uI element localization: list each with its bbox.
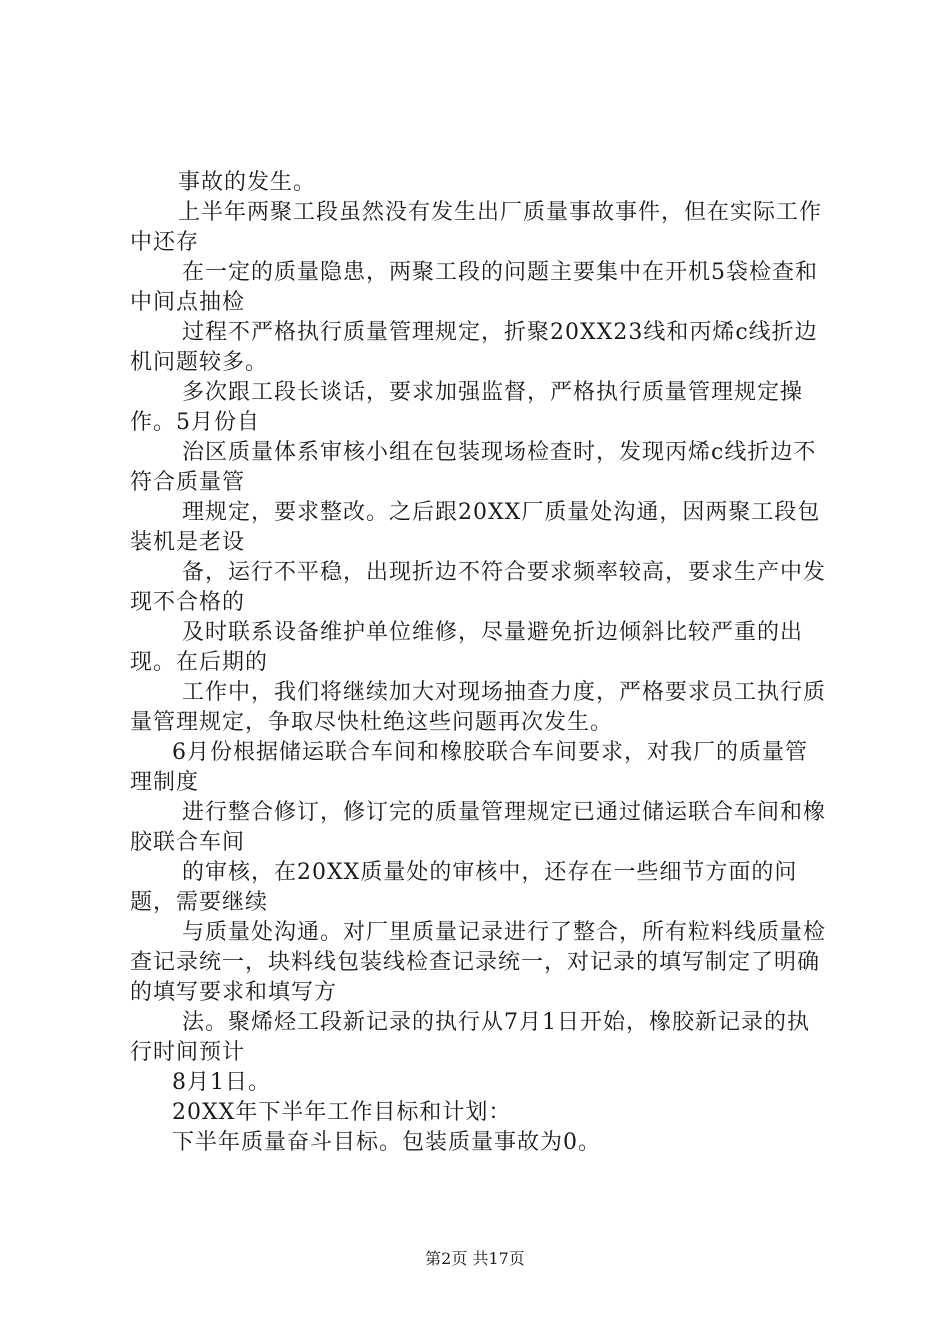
paragraph-17: 20XX年下半年工作目标和计划： xyxy=(172,1100,512,1125)
paragraph-14: 与质量处沟通。对厂里质量记录进行了整合，所有粒料线质量检查记录统一，块料线包装线检查记录统一，对记录的填写制定了明确的填写要求和填写方 xyxy=(130,920,827,1005)
paragraph-4: 过程不严格执行质量管理规定，折聚20XX23线和丙烯c线折边机问题较多。 xyxy=(130,320,818,375)
paragraph-9: 及时联系设备维护单位维修，尽量避免折边倾斜比较严重的出现。在后期的 xyxy=(130,620,804,675)
paragraph-13: 的审核，在20XX质量处的审核中，还存在一些细节方面的问题，需要继续 xyxy=(130,860,798,915)
paragraph-8: 备，运行不平稳，出现折边不符合要求频率较高，要求生产中发现不合格的 xyxy=(130,560,827,615)
page-number-footer: 第2页 共17页 xyxy=(425,1249,525,1268)
paragraph-12: 进行整合修订，修订完的质量管理规定已通过储运联合车间和橡胶联合车间 xyxy=(130,800,827,855)
paragraph-15: 法。聚烯烃工段新记录的执行从7月1日开始，橡胶新记录的执行时间预计 xyxy=(130,1010,810,1065)
paragraph-2: 上半年两聚工段虽然没有发生出厂质量事故事件，但在实际工作中还存 xyxy=(130,200,823,255)
document-body xyxy=(130,168,830,1158)
paragraph-10: 工作中，我们将继续加大对现场抽查力度，严格要求员工执行质量管理规定，争取尽快杜绝这些问题再次发生。 xyxy=(130,680,827,735)
paragraph-11: 6月份根据储运联合车间和橡胶联合车间要求，对我厂的质量管理制度 xyxy=(130,740,808,795)
paragraph-5: 多次跟工段长谈话，要求加强监督，严格执行质量管理规定操作。5月份自 xyxy=(130,380,804,435)
paragraph-6: 治区质量体系审核小组在包装现场检查时，发现丙烯c线折边不符合质量管 xyxy=(130,440,817,495)
paragraph-18: 下半年质量奋斗目标。包装质量事故为0。 xyxy=(172,1130,601,1155)
paragraph-16: 8月1日。 xyxy=(172,1070,271,1095)
paragraph-1: 事故的发生。 xyxy=(178,170,317,195)
paragraph-3: 在一定的质量隐患，两聚工段的问题主要集中在开机5袋检查和中间点抽检 xyxy=(130,260,818,315)
paragraph-7: 理规定，要求整改。之后跟20XX厂质量处沟通，因两聚工段包装机是老设 xyxy=(130,500,821,555)
